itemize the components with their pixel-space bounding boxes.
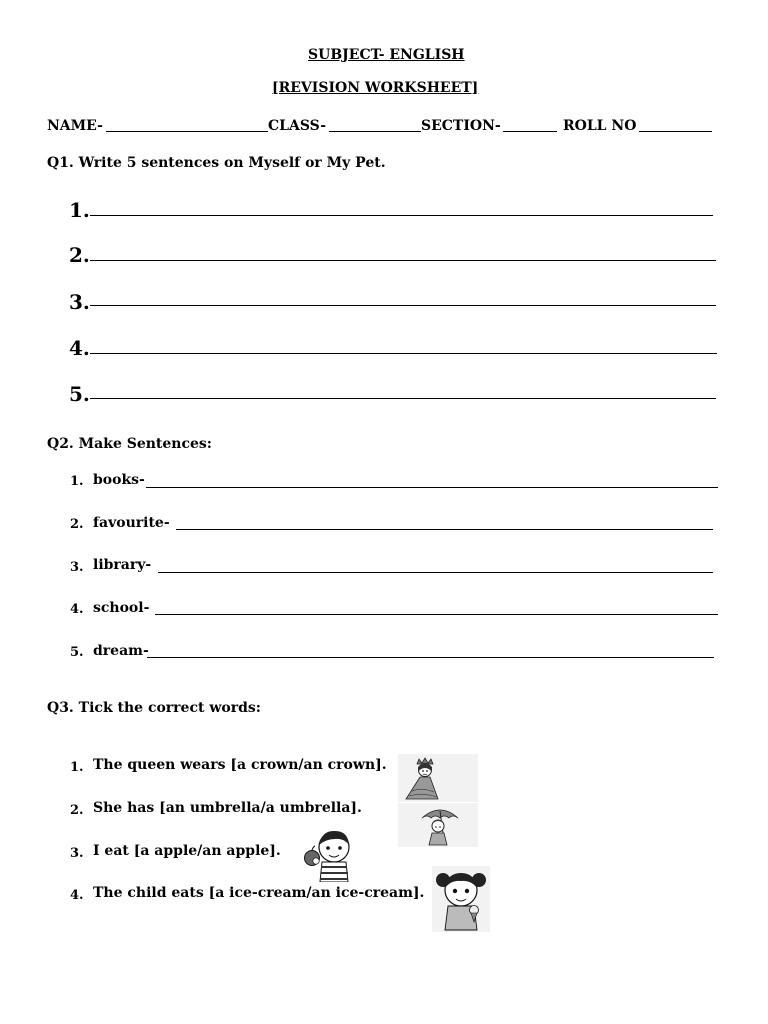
- q2-item-word: dream-: [93, 643, 149, 659]
- q3-item-text[interactable]: I eat [a apple/an apple].: [93, 843, 281, 859]
- q2-item-number: 1.: [70, 474, 84, 489]
- q2-item-word: books-: [93, 472, 145, 488]
- q2-item-word: library-: [93, 557, 152, 573]
- section-field[interactable]: [503, 131, 557, 132]
- q3-item-text[interactable]: The queen wears [a crown/an crown].: [93, 757, 387, 773]
- q3-item-number: 4.: [70, 888, 84, 903]
- q2-answer-line-5[interactable]: [147, 657, 714, 658]
- q3-question: Q3. Tick the correct words:: [47, 700, 261, 716]
- class-field[interactable]: [329, 131, 421, 132]
- q3-item-number: 3.: [70, 846, 84, 861]
- q1-answer-line-3[interactable]: [90, 305, 716, 306]
- q2-answer-line-2[interactable]: [176, 529, 713, 530]
- q3-item-number: 2.: [70, 803, 84, 818]
- q2-question: Q2. Make Sentences:: [47, 436, 212, 452]
- name-field[interactable]: [106, 131, 268, 132]
- q2-item-number: 5.: [70, 645, 84, 660]
- roll-label: ROLL NO: [563, 118, 637, 134]
- roll-field[interactable]: [639, 131, 712, 132]
- q3-item-text[interactable]: The child eats [a ice-cream/an ice-cream].: [93, 885, 425, 901]
- q1-item-number: 2.: [69, 243, 90, 267]
- girl-umbrella-icon: [398, 803, 478, 847]
- q1-answer-line-5[interactable]: [90, 398, 716, 399]
- q1-item-number: 1.: [69, 198, 90, 222]
- q2-item-number: 2.: [70, 517, 84, 532]
- section-label: SECTION-: [421, 118, 501, 134]
- q2-item-number: 4.: [70, 602, 84, 617]
- q1-question: Q1. Write 5 sentences on Myself or My Pet.: [47, 155, 386, 171]
- q2-answer-line-4[interactable]: [155, 614, 718, 615]
- queen-icon: [398, 754, 478, 802]
- name-label: NAME-: [47, 118, 103, 134]
- worksheet-title: [REVISION WORKSHEET]: [272, 80, 479, 96]
- boy-apple-icon: [302, 828, 358, 882]
- worksheet-subject: SUBJECT- ENGLISH: [308, 47, 465, 63]
- q2-item-number: 3.: [70, 560, 84, 575]
- class-label: CLASS-: [268, 118, 327, 134]
- q1-item-number: 3.: [69, 290, 90, 314]
- q1-item-number: 5.: [69, 382, 90, 406]
- q1-answer-line-1[interactable]: [90, 215, 713, 216]
- girl-icecream-icon: [432, 866, 490, 932]
- q1-answer-line-4[interactable]: [90, 353, 717, 354]
- q1-item-number: 4.: [69, 336, 90, 360]
- q2-item-word: school-: [93, 600, 150, 616]
- q1-answer-line-2[interactable]: [90, 260, 716, 261]
- q3-item-number: 1.: [70, 760, 84, 775]
- q3-item-text[interactable]: She has [an umbrella/a umbrella].: [93, 800, 362, 816]
- q2-item-word: favourite-: [93, 515, 170, 531]
- q2-answer-line-1[interactable]: [146, 487, 718, 488]
- q2-answer-line-3[interactable]: [158, 572, 713, 573]
